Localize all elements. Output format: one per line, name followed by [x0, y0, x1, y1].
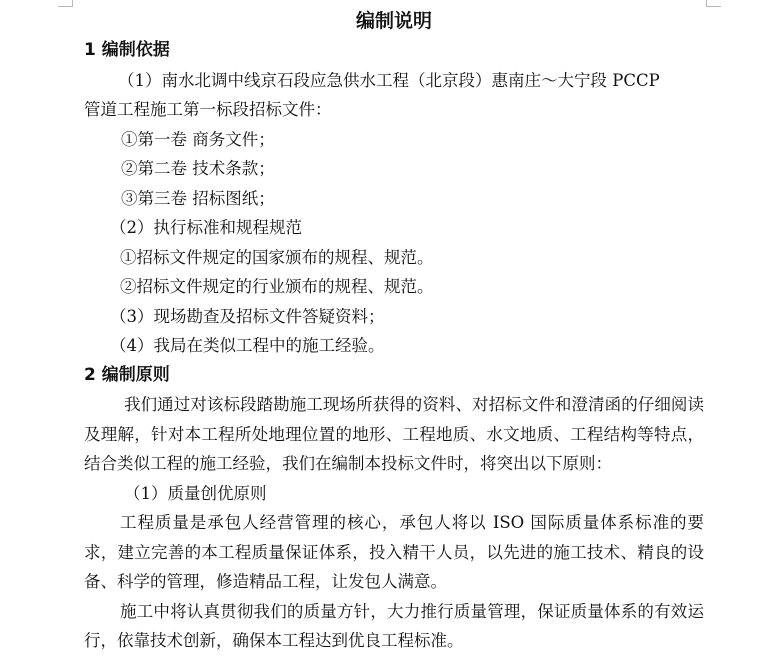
- basis-item-3: （3）现场勘查及招标文件答疑资料；: [110, 306, 385, 326]
- basis-item-1-line-1: （1）南水北调中线京石段应急供水工程（北京段）惠南庄～大宁段 PCCP: [118, 70, 660, 90]
- quality-paragraph-1: 工程质量是承包人经营管理的核心，承包人将以 ISO 国际质量体系标准的要求，建立完善的本工程质量保证体系，投入精干人员，以先进的施工技术、精良的设备、科学的管理，修造精品工程，让发包人满意。: [84, 513, 704, 591]
- standard-1: ①招标文件规定的国家颁布的规程、规范。: [120, 247, 434, 267]
- volume-2: ②第二卷 技术条款；: [121, 159, 275, 178]
- section-heading-basis: 1 编制依据: [84, 40, 170, 60]
- document-title: 编制说明: [355, 10, 432, 32]
- basis-item-2: （2）执行标准和规程规范: [110, 218, 302, 237]
- principle-1-heading: （1）质量创优原则: [124, 483, 267, 503]
- basis-item-1-line-2: 管道工程施工第一标段招标文件：: [84, 100, 332, 119]
- document-body: [84, 6, 704, 656]
- section-heading-principles: 2 编制原则: [84, 364, 170, 385]
- crop-mark-right: [706, 0, 721, 7]
- crop-mark-left: [58, 0, 73, 7]
- basis-item-4: （4）我局在类似工程中的施工经验。: [110, 336, 385, 355]
- volume-3: ③第三卷 招标图纸；: [121, 188, 275, 208]
- standard-2: ②招标文件规定的行业颁布的规程、规范。: [120, 277, 434, 296]
- volume-1: ①第一卷 商务文件；: [121, 129, 275, 149]
- principles-intro: 我们通过对该标段踏勘施工现场所获得的资料、对招标文件和澄清函的仔细阅读及理解，针对本工程所处地理位置的地形、工程地质、水文地质、工程结构等特点，结合类似工程的施工经验，我们在编制本投标文件时，将突出以下原则：: [84, 395, 704, 473]
- quality-paragraph-2: 施工中将认真贯彻我们的质量方针，大力推行质量管理，保证质量体系的有效运行，依靠技术创新，确保本工程达到优良工程标准。: [84, 601, 704, 650]
